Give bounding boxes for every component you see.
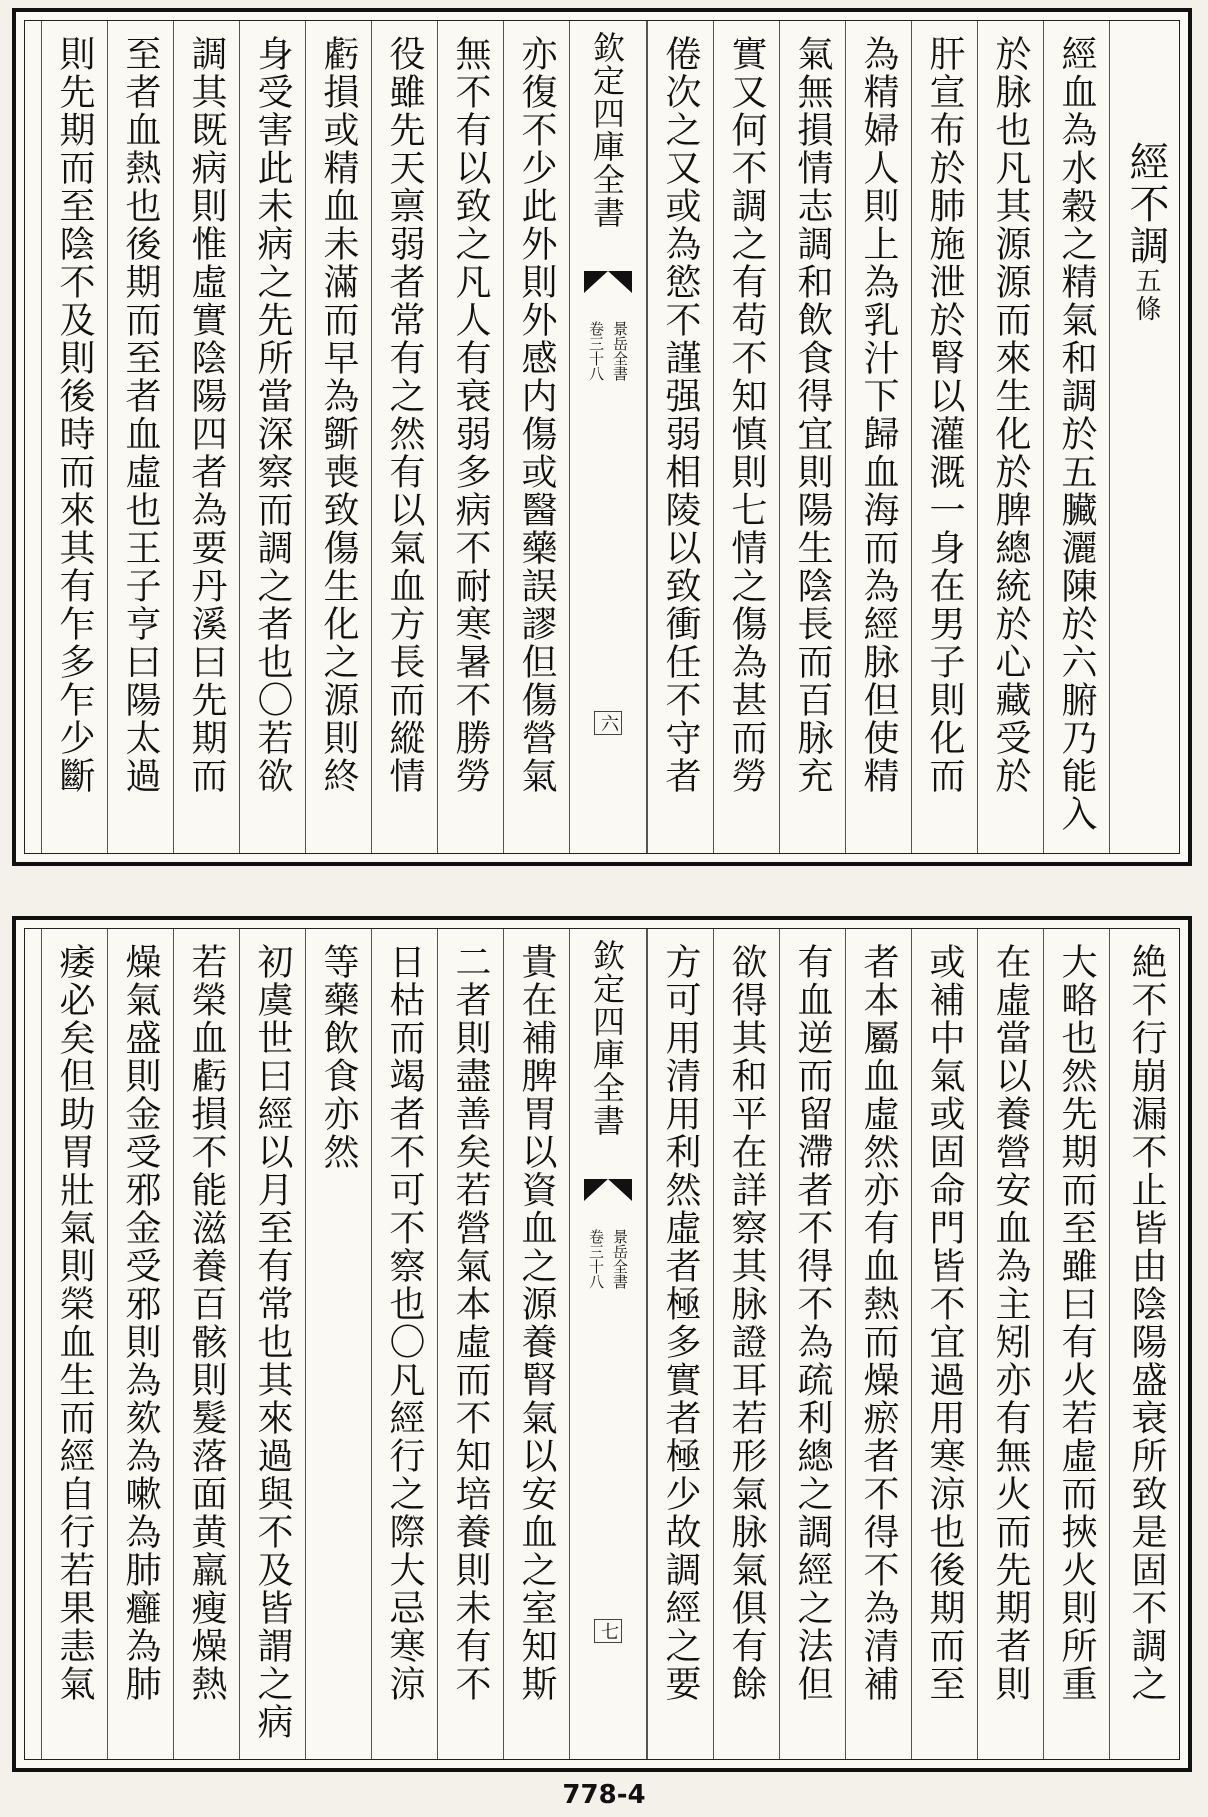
text-column: 至者血熱也後期而至者血虛也王子亨曰陽太過 (107, 21, 173, 853)
text-column: 燥氣盛則金受邪金受邪則為欬為嗽為肺癰為肺 (107, 929, 173, 1759)
text-column: 役雖先天禀弱者常有之然有以氣血方長而縱情 (371, 21, 437, 853)
text-column: 身受害此未病之先所當深察而調之者也〇若欲 (239, 21, 305, 853)
upper-page (12, 8, 1192, 866)
text-column: 貴在補脾胃以資血之源養腎氣以安血之室知斯 (503, 929, 569, 1759)
book-name: 景岳全書 (611, 321, 629, 381)
text-column: 初虞世曰經以月至有常也其來過與不及皆謂之病 (239, 929, 305, 1759)
lower-page (12, 916, 1192, 1772)
text-column: 若榮血虧損不能滋養百骸則髮落面黄羸瘦燥熱 (173, 929, 239, 1759)
text-column: 或補中氣或固命門皆不宜過用寒涼也後期而至 (911, 929, 977, 1759)
text-column: 肝宣布於肺施泄於腎以灌溉一身在男子則化而 (911, 21, 977, 853)
page-number: 六 (594, 711, 622, 735)
text-column: 倦次之又或為慾不謹强弱相陵以致衝任不守者 (647, 21, 713, 853)
text-column: 經血為水穀之精氣和調於五臟灑陳於六腑乃能入 (1043, 21, 1109, 853)
text-column: 二者則盡善矣若營氣本虛而不知培養則未有不 (437, 929, 503, 1759)
chapter-title-note: 五條 (1131, 267, 1161, 323)
text-column: 在虛當以養營安血為主矧亦有無火而先期者則 (977, 929, 1043, 1759)
book-name: 景岳全書 (611, 1229, 629, 1289)
text-column: 日枯而竭者不可不察也〇凡經行之際大忌寒涼 (371, 929, 437, 1759)
center-margin (569, 929, 647, 1759)
book-title: 欽定四庫全書 (588, 939, 626, 1137)
text-column: 調其既病則惟虛實陰陽四者為要丹溪曰先期而 (173, 21, 239, 853)
text-column: 實又何不調之有苟不知慎則七情之傷為甚而勞 (713, 21, 779, 853)
volume-label: 卷三十八 (587, 1229, 605, 1289)
text-column: 大略也然先期而至雖曰有火若虛而挾火則所重 (1043, 929, 1109, 1759)
upper-columns (25, 21, 1179, 853)
text-column: 等藥飲食亦然 (305, 929, 371, 1759)
text-column: 亦復不少此外則外感内傷或醫藥誤謬但傷營氣 (503, 21, 569, 853)
text-column: 氣無損情志調和飲食得宜則陽生陰長而百脉充 (779, 21, 845, 853)
chapter-title: 經不調五條 (1109, 21, 1179, 853)
book-meta (570, 1229, 646, 1289)
text-column: 痿必矣但助胃壯氣則榮血生而經自行若果恚氣 (41, 929, 107, 1759)
text-column: 者本屬血虛然亦有血熱而燥瘀者不得不為清補 (845, 929, 911, 1759)
text-column: 為精婦人則上為乳汁下歸血海而為經脉但使精 (845, 21, 911, 853)
text-column: 於脉也凡其源源而來生化於脾總統於心藏受於 (977, 21, 1043, 853)
fishtail-mark (584, 1179, 632, 1201)
center-margin (569, 21, 647, 853)
book-title: 欽定四庫全書 (588, 31, 626, 229)
volume-label: 卷三十八 (587, 321, 605, 381)
text-column: 無不有以致之凡人有衰弱多病不耐寒暑不勝勞 (437, 21, 503, 853)
book-meta (570, 321, 646, 381)
text-column: 有血逆而留滯者不得不為疏利總之調經之法但 (779, 929, 845, 1759)
text-column: 則先期而至陰不及則後時而來其有乍多乍少斷 (41, 21, 107, 853)
text-column: 方可用清用利然虛者極多實者極少故調經之要 (647, 929, 713, 1759)
text-column: 虧損或精血未滿而早為斵喪致傷生化之源則終 (305, 21, 371, 853)
upper-page-frame (24, 20, 1180, 854)
text-column: 絶不行崩漏不止皆由陰陽盛衰所致是固不調之 (1109, 929, 1179, 1759)
fishtail-mark (584, 271, 632, 293)
page-number: 七 (594, 1619, 622, 1643)
lower-columns (25, 929, 1179, 1759)
lower-page-frame (24, 928, 1180, 1760)
scan-page-number: 778-4 (562, 1780, 646, 1810)
text-column: 欲得其和平在詳察其脉證耳若形氣脉氣俱有餘 (713, 929, 779, 1759)
